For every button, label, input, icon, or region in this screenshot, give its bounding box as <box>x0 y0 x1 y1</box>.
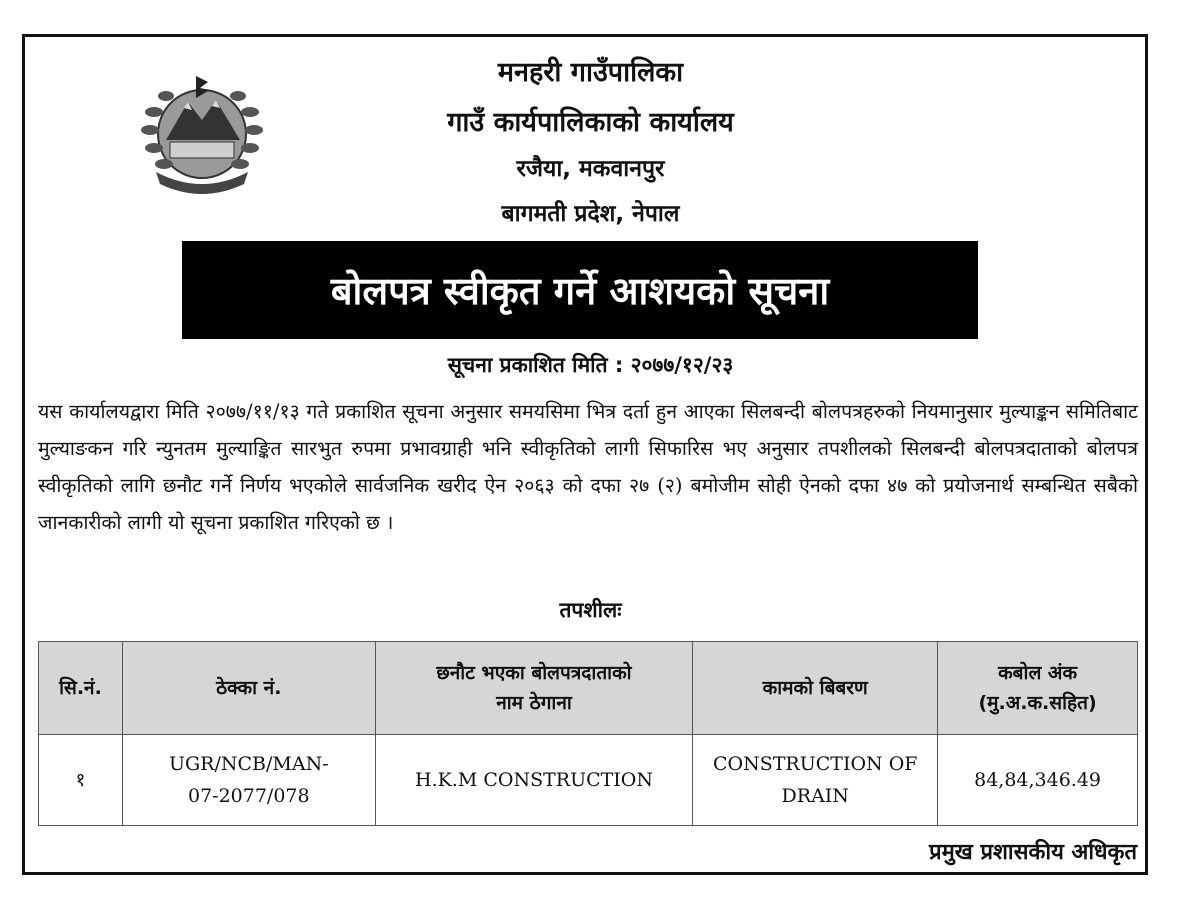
municipality-name: मनहरी गाउँपालिका <box>497 57 684 88</box>
header-sn: सि.नं. <box>39 642 123 735</box>
cell-contract-no <box>122 735 375 826</box>
header-contract-no: ठेक्का नं. <box>122 642 375 735</box>
bid-table <box>38 641 1138 826</box>
notice-title: बोलपत्र स्वीकृत गर्ने आशयको सूचना <box>330 269 830 313</box>
cell-work-description <box>693 735 938 826</box>
cell-bid-amount: 84,84,346.49 <box>938 735 1138 826</box>
header-amount-line2: (मु.अ.क.सहित) <box>978 692 1097 714</box>
cell-sn: १ <box>39 735 123 826</box>
office-name: गाउँ कार्यपालिकाको कार्यालय <box>447 107 734 138</box>
work-line2: DRAIN <box>781 785 849 807</box>
office-address: रजैया, मकवानपुर <box>516 156 665 182</box>
province-country: बागमती प्रदेश, नेपाल <box>501 201 680 227</box>
header-bidder-line2: नाम ठेगाना <box>496 692 572 714</box>
work-line1: CONSTRUCTION OF <box>713 753 918 775</box>
header-bidder-line1: छनौट भएका बोलपत्रदाताको <box>436 662 632 684</box>
header-amount-line1: कबोल अंक <box>998 662 1078 684</box>
contract-no-line1: UGR/NCB/MAN- <box>168 753 329 775</box>
header-bid-amount <box>938 642 1138 735</box>
table-row <box>39 735 1138 826</box>
published-date: सूचना प्रकाशित मिति : २०७७/१२/२३ <box>447 353 734 377</box>
signatory-title: प्रमुख प्रशासकीय अधिकृत <box>929 840 1137 865</box>
table-header-row <box>39 642 1138 735</box>
header-work-description: कामको बिबरण <box>693 642 938 735</box>
notice-body-text: यस कार्यालयद्वारा मिति २०७७/११/१३ गते प्रकाशित सूचना अनुसार समयसिमा भित्र दर्ता हुन आएका सिलबन्दी बोलपत्रहरुको नियमानुसार मुल्याङ्कन समितिबाट मुल्याङकन गरि न्युनतम मुल्याङ्कित सारभुत रुपमा प्रभावग्राही भनि स्वीकृतिको लागी सिफारिस भए अनुसार तपशीलको सिलबन्दी बोलपत्रदाताको बोलपत्र स्वीकृतिको लागि छनौट गर्ने निर्णय भएकोले सार्वजनिक खरीद ऐन २०६३ को दफा २७ (२) बमोजीम सोही ऐनको दफा ४७ को प्रयोजनार्थ सम्बन्धित सबैको जानकारीको लागी यो सूचना प्रकाशित गरिएको छ । <box>38 400 1138 534</box>
schedule-heading: तपशीलः <box>559 598 622 622</box>
cell-bidder: H.K.M CONSTRUCTION <box>375 735 693 826</box>
header-bidder <box>375 642 693 735</box>
contract-no-line2: 07-2077/078 <box>187 785 310 807</box>
notice-title-banner <box>182 241 978 339</box>
